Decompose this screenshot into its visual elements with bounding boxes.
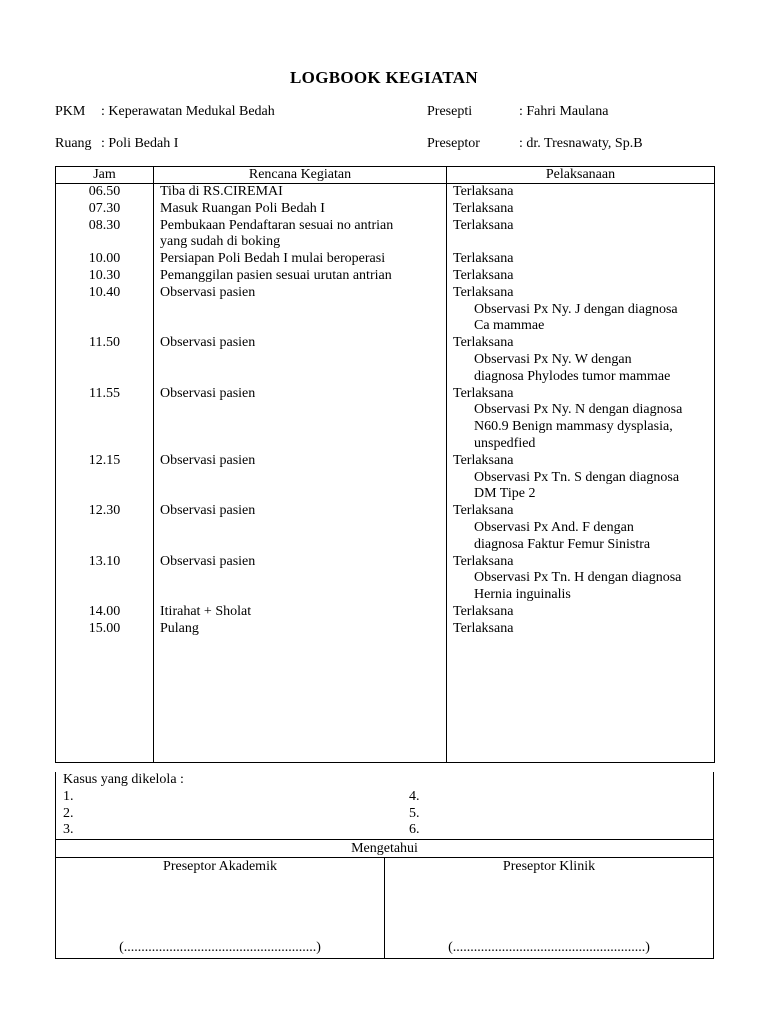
pelaksanaan-detail: Observasi Px Tn. S dengan diagnosa [474,469,680,485]
rencana-line: Itirahat + Sholat [160,603,252,619]
rencana-line: Observasi pasien [160,284,256,300]
signature-line-akademik: (.......................................................) [119,940,321,955]
header-pelaksanaan: Pelaksanaan [447,167,715,184]
cell-rencana [154,201,447,218]
cell-pelaksanaan [447,251,715,268]
table-filler-row [56,638,715,763]
cell-pelaksanaan [447,604,715,621]
cell-jam: 10.40 [56,285,154,335]
pelaksanaan-detail: Observasi Px Tn. H dengan diagnosa [474,570,682,586]
table-row [56,285,715,335]
empty-cell [154,638,447,763]
cell-rencana [154,251,447,268]
kasus-label: Kasus yang dikelola : [63,772,184,787]
rencana-line: Persiapan Poli Bedah I mulai beroperasi [160,251,386,267]
cell-rencana [154,604,447,621]
pelaksanaan-status: Terlaksana [453,200,514,216]
pelaksanaan-detail: DM Tipe 2 [474,486,536,502]
preseptor-label: Preseptor [427,136,480,151]
ruang-value: : Poli Bedah I [101,136,179,151]
pelaksanaan-status: Terlaksana [453,335,514,351]
table-row [56,184,715,201]
table-row [56,604,715,621]
cell-jam: 12.30 [56,503,154,553]
cell-pelaksanaan [447,386,715,453]
pelaksanaan-detail: Hernia inguinalis [474,587,571,603]
table-row [56,386,715,453]
preseptor-klinik-label: Preseptor Klinik [502,859,596,874]
presepti-value: : Fahri Maulana [519,104,609,119]
kasus-right-list [409,789,420,839]
pelaksanaan-status: Terlaksana [453,251,514,267]
cell-rencana [154,335,447,385]
pelaksanaan-detail: Observasi Px Ny. W dengan [474,351,632,367]
pkm-value: : Keperawatan Medukal Bedah [101,104,275,119]
header-rencana-kegiatan: Rencana Kegiatan [154,167,447,184]
kasus-item: 4. [409,789,420,804]
pelaksanaan-detail: unspedfied [474,435,536,451]
cell-pelaksanaan [447,554,715,604]
rencana-line: Observasi pasien [160,452,256,468]
cell-pelaksanaan [447,453,715,503]
rencana-line: Masuk Ruangan Poli Bedah I [160,200,325,216]
cell-rencana [154,268,447,285]
cell-jam: 12.15 [56,453,154,503]
logbook-table [55,166,715,763]
table-row [56,554,715,604]
rencana-line: yang sudah di boking [160,234,281,250]
cell-rencana [154,218,447,252]
rencana-line: Observasi pasien [160,335,256,351]
table-row [56,201,715,218]
ruang-label: Ruang [55,136,92,151]
pkm-label: PKM [55,104,86,119]
pelaksanaan-status: Terlaksana [453,267,514,283]
cell-jam: 11.50 [56,335,154,385]
header-jam: Jam [56,167,154,184]
cell-jam: 14.00 [56,604,154,621]
kasus-left-list [63,789,74,839]
rencana-line: Tiba di RS.CIREMAI [160,184,283,199]
table-row [56,335,715,385]
mengetahui-heading: Mengetahui [55,839,714,858]
rencana-line: Pembukaan Pendaftaran sesuai no antrian [160,217,394,233]
pelaksanaan-status: Terlaksana [453,553,514,569]
presepti-label: Presepti [427,104,473,119]
kasus-item: 5. [409,805,420,821]
kasus-item: 1. [63,789,74,804]
pelaksanaan-status: Terlaksana [453,385,514,401]
cell-rencana [154,285,447,335]
cell-jam: 10.30 [56,268,154,285]
pelaksanaan-detail: N60.9 Benign mammasy dysplasia, [474,419,673,435]
cell-rencana [154,453,447,503]
cell-rencana [154,621,447,638]
cell-pelaksanaan [447,285,715,335]
pelaksanaan-detail: Observasi Px Ny. N dengan diagnosa [474,402,683,418]
table-row [56,218,715,252]
cell-jam: 08.30 [56,218,154,252]
pelaksanaan-detail: Observasi Px Ny. J dengan diagnosa [474,301,678,317]
table-row [56,503,715,553]
cell-pelaksanaan [447,184,715,201]
cell-rencana [154,386,447,453]
signature-box-klinik [384,857,714,959]
rencana-line: Observasi pasien [160,385,256,401]
pelaksanaan-detail: diagnosa Phylodes tumor mammae [474,368,671,384]
empty-cell [447,638,715,763]
cell-pelaksanaan [447,335,715,385]
table-row [56,621,715,638]
table-row [56,251,715,268]
pelaksanaan-status: Terlaksana [453,284,514,300]
cell-pelaksanaan [447,218,715,252]
cell-pelaksanaan [447,201,715,218]
cell-jam: 13.10 [56,554,154,604]
pelaksanaan-status: Terlaksana [453,184,514,199]
preseptor-akademik-label: Preseptor Akademik [163,859,277,874]
pelaksanaan-status: Terlaksana [453,603,514,619]
pelaksanaan-detail: diagnosa Faktur Femur Sinistra [474,536,651,552]
document-title: LOGBOOK KEGIATAN [290,68,478,87]
kasus-item: 3. [63,822,74,838]
pelaksanaan-status: Terlaksana [453,503,514,519]
table-row [56,268,715,285]
cell-jam: 10.00 [56,251,154,268]
cell-jam: 06.50 [56,184,154,201]
pelaksanaan-status: Terlaksana [453,217,514,233]
rencana-line: Observasi pasien [160,553,256,569]
cell-jam: 11.55 [56,386,154,453]
pelaksanaan-status: Terlaksana [453,452,514,468]
cell-rencana [154,503,447,553]
signature-box-akademik [55,857,385,959]
kasus-section [55,772,714,839]
cell-jam: 15.00 [56,621,154,638]
table-header-row [56,167,715,184]
signature-line-klinik: (.......................................................) [448,940,650,955]
pelaksanaan-status: Terlaksana [453,620,514,636]
cell-pelaksanaan [447,621,715,638]
cell-rencana [154,554,447,604]
cell-pelaksanaan [447,503,715,553]
rencana-line: Observasi pasien [160,503,256,519]
kasus-item: 6. [409,822,420,838]
table-body [56,184,715,763]
preseptor-value: : dr. Tresnawaty, Sp.B [519,136,643,151]
rencana-line: Pulang [160,620,199,636]
pelaksanaan-detail: Observasi Px And. F dengan [474,519,634,535]
table-row [56,453,715,503]
kasus-item: 2. [63,805,74,821]
cell-rencana [154,184,447,201]
pelaksanaan-detail: Ca mammae [474,318,545,334]
rencana-line: Pemanggilan pasien sesuai urutan antrian [160,267,392,283]
cell-pelaksanaan [447,268,715,285]
cell-jam: 07.30 [56,201,154,218]
empty-cell [56,638,154,763]
